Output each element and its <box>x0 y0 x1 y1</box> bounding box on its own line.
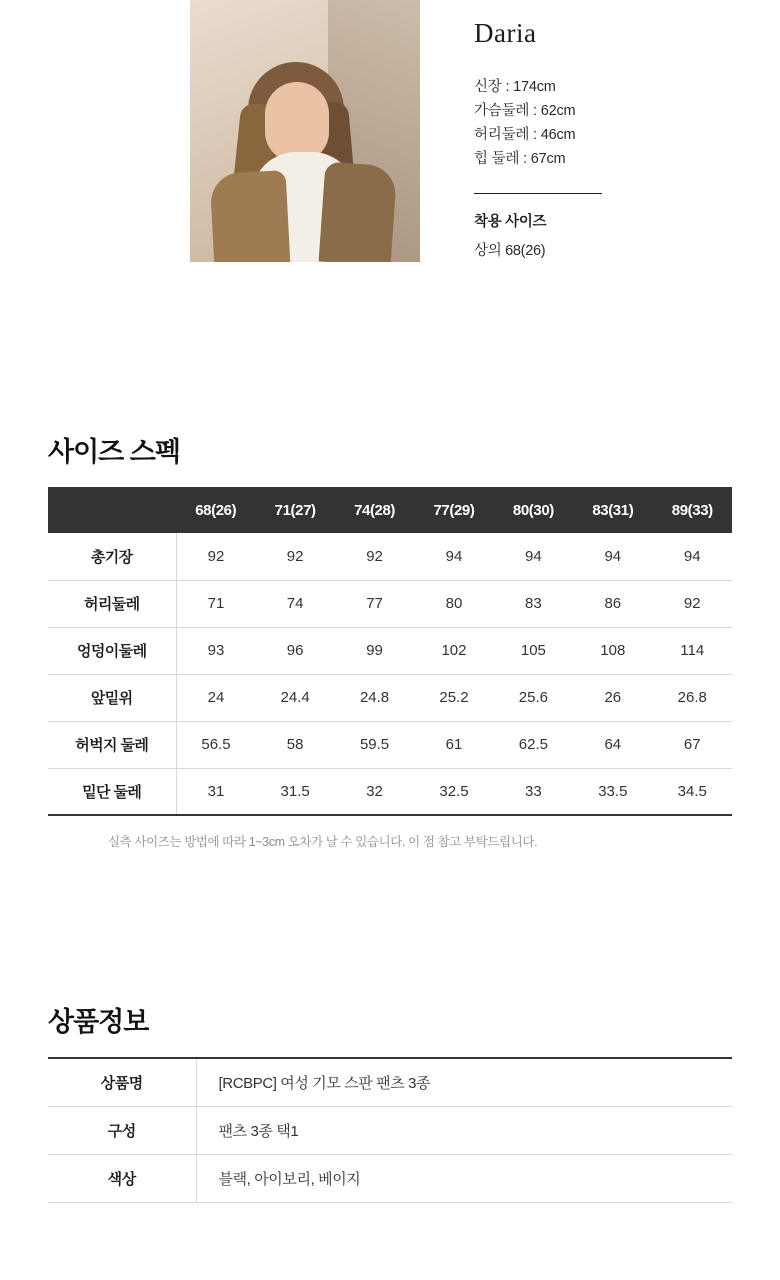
size-column-header: 83(31) <box>573 487 652 533</box>
size-cell: 114 <box>653 627 732 674</box>
size-row-label: 밑단 둘레 <box>48 768 176 815</box>
info-row-value: 블랙, 아이보리, 베이지 <box>196 1154 732 1202</box>
size-cell: 56.5 <box>176 721 255 768</box>
size-row-label: 허리둘레 <box>48 580 176 627</box>
info-row-label: 구성 <box>48 1106 196 1154</box>
size-cell: 77 <box>335 580 414 627</box>
model-figure <box>218 52 388 262</box>
figure-jacket-left <box>210 170 291 262</box>
info-table-body <box>48 1058 732 1202</box>
size-cell: 105 <box>494 627 573 674</box>
figure-face <box>265 82 329 162</box>
size-cell: 33 <box>494 768 573 815</box>
size-cell: 26 <box>573 674 652 721</box>
size-cell: 25.6 <box>494 674 573 721</box>
size-column-header: 68(26) <box>176 487 255 533</box>
size-spec-title: 사이즈 스펙 <box>48 437 180 467</box>
size-column-header: 71(27) <box>255 487 334 533</box>
info-table-wrapper <box>0 1057 780 1203</box>
size-cell: 94 <box>653 533 732 580</box>
size-cell: 102 <box>414 627 493 674</box>
size-cell: 92 <box>176 533 255 580</box>
size-table-body <box>48 533 732 815</box>
size-cell: 25.2 <box>414 674 493 721</box>
size-row-label: 총기장 <box>48 533 176 580</box>
model-info-divider <box>474 193 602 194</box>
size-row-label: 허벅지 둘레 <box>48 721 176 768</box>
size-cell: 58 <box>255 721 334 768</box>
size-cell: 31.5 <box>255 768 334 815</box>
table-row <box>48 674 732 721</box>
model-spec-bust: 가슴둘레 : 62cm <box>474 103 576 119</box>
size-cell: 92 <box>335 533 414 580</box>
size-cell: 64 <box>573 721 652 768</box>
size-cell: 62.5 <box>494 721 573 768</box>
model-spec-hip: 힙 둘레 : 67cm <box>474 151 566 167</box>
model-info <box>474 0 704 260</box>
size-cell: 61 <box>414 721 493 768</box>
size-table-head <box>48 487 732 533</box>
size-table-header-row <box>48 487 732 533</box>
size-row-label: 앞밑위 <box>48 674 176 721</box>
model-spec-height: 신장 : 174cm <box>474 79 556 95</box>
table-row <box>48 721 732 768</box>
size-cell: 108 <box>573 627 652 674</box>
size-cell: 71 <box>176 580 255 627</box>
product-info-section <box>0 1000 780 1203</box>
size-cell: 34.5 <box>653 768 732 815</box>
size-cell: 94 <box>494 533 573 580</box>
size-cell: 24.8 <box>335 674 414 721</box>
size-cell: 32 <box>335 768 414 815</box>
size-column-header: 74(28) <box>335 487 414 533</box>
size-cell: 93 <box>176 627 255 674</box>
size-cell: 31 <box>176 768 255 815</box>
table-row <box>48 768 732 815</box>
model-profile-block <box>0 0 780 262</box>
size-cell: 24.4 <box>255 674 334 721</box>
info-row-value: 팬츠 3종 택1 <box>196 1106 732 1154</box>
size-cell: 67 <box>653 721 732 768</box>
size-cell: 32.5 <box>414 768 493 815</box>
wear-size-value: 상의 68(26) <box>474 243 546 259</box>
size-cell: 80 <box>414 580 493 627</box>
model-name: Daria <box>474 18 537 48</box>
size-cell: 33.5 <box>573 768 652 815</box>
size-cell: 94 <box>414 533 493 580</box>
size-cell: 96 <box>255 627 334 674</box>
product-info-title: 상품정보 <box>48 1007 149 1037</box>
size-table-corner <box>48 487 176 533</box>
product-info-table <box>48 1057 732 1203</box>
model-photo <box>190 0 420 262</box>
size-column-header: 80(30) <box>494 487 573 533</box>
size-cell: 92 <box>653 580 732 627</box>
info-row-label: 상품명 <box>48 1058 196 1106</box>
size-row-label: 엉덩이둘레 <box>48 627 176 674</box>
size-cell: 74 <box>255 580 334 627</box>
size-spec-section <box>0 430 780 850</box>
table-row <box>48 580 732 627</box>
model-spec-waist: 허리둘레 : 46cm <box>474 127 576 143</box>
size-spec-table <box>48 487 732 816</box>
size-cell: 59.5 <box>335 721 414 768</box>
size-cell: 24 <box>176 674 255 721</box>
info-row-label: 색상 <box>48 1154 196 1202</box>
size-cell: 86 <box>573 580 652 627</box>
table-row <box>48 533 732 580</box>
wear-size-title: 착용 사이즈 <box>474 214 547 230</box>
size-cell: 99 <box>335 627 414 674</box>
size-cell: 26.8 <box>653 674 732 721</box>
size-cell: 83 <box>494 580 573 627</box>
size-column-header: 77(29) <box>414 487 493 533</box>
size-table-wrapper <box>0 487 780 850</box>
size-table-note: 실측 사이즈는 방법에 따라 1~3cm 오차가 날 수 있습니다. 이 점 참고 부탁드립니다. <box>108 835 538 849</box>
figure-jacket-right <box>319 162 398 262</box>
table-row <box>48 1154 732 1202</box>
table-row <box>48 1106 732 1154</box>
info-row-value: [RCBPC] 여성 기모 스판 팬츠 3종 <box>196 1058 732 1106</box>
size-cell: 94 <box>573 533 652 580</box>
size-cell: 92 <box>255 533 334 580</box>
table-row <box>48 627 732 674</box>
size-column-header: 89(33) <box>653 487 732 533</box>
table-row <box>48 1058 732 1106</box>
